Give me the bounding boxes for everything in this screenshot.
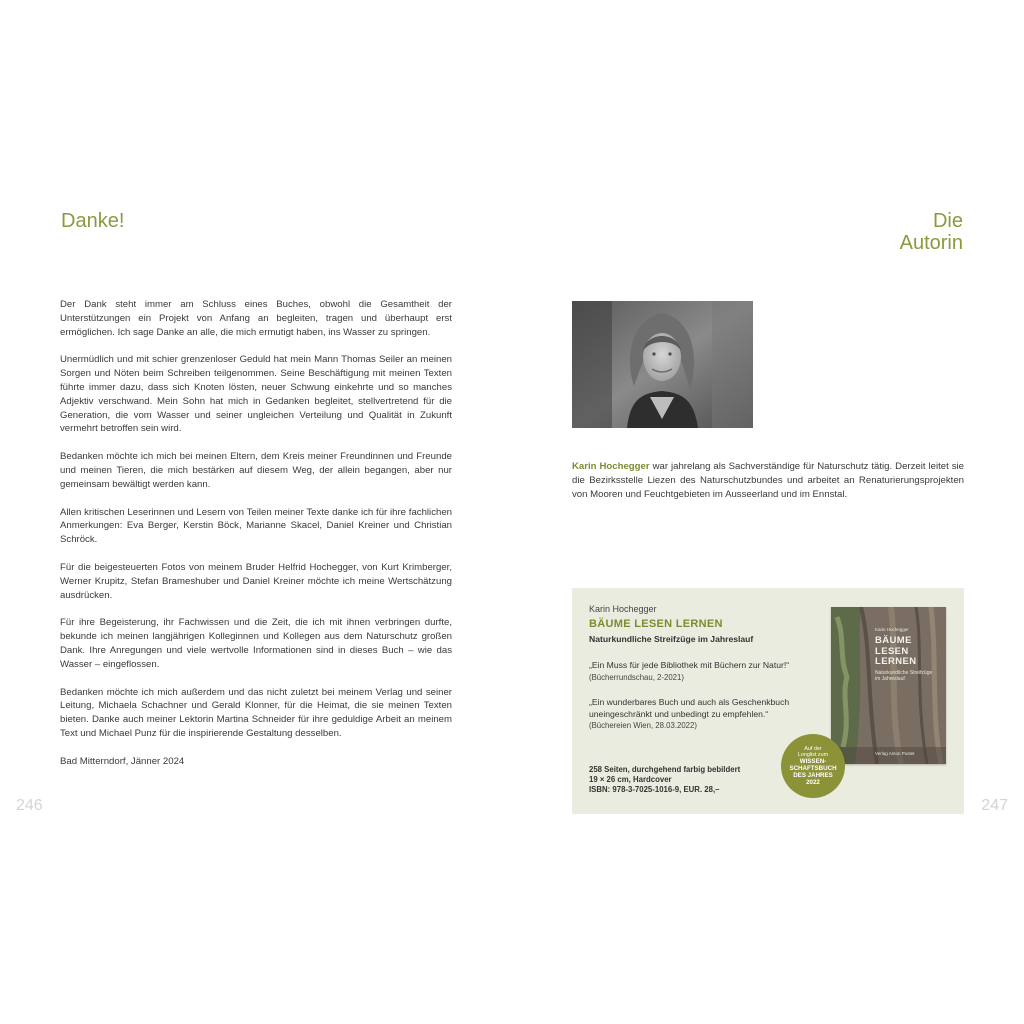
author-bio — [572, 460, 964, 502]
promo-author: Karin Hochegger — [589, 604, 657, 614]
spec-line: ISBN: 978-3-7025-1016-9, EUR. 28,– — [589, 785, 720, 794]
quote-source: (Bücherrundschau, 2-2021) — [589, 672, 684, 682]
review-quote — [589, 660, 819, 683]
badge-line: Auf der — [804, 745, 822, 752]
paragraph: Unermüdlich und mit schier grenzenloser Geduld hat mein Mann Thomas Seiler an meinen Sorgen und Nöten beim Schreiben teilgenommen. Seine Beschäftigung mit meinen Texten führte immer dazu, dass sich Knoten lösten, neuer Schwung einkehrte und so manches Adjektiv verschwand. Mein Sohn hat mich in Gedanken begleitet, stellvertretend für die Generation, die vom Wasser und seiner ungleichen Verteilung und Qualität in Zukunft vermehrt betroffen sein wird. — [60, 354, 452, 435]
cover-publisher: Verlag Anton Pustet — [875, 751, 915, 756]
cover-title-line: LESEN — [875, 645, 909, 657]
cover-title — [875, 636, 916, 668]
paragraph: Bedanken möchte ich mich bei meinen Eltern, dem Kreis meiner Freundinnen und Freunde und meinen Tieren, die mich bestärken auf diesem Weg, der allein begangen, aber nur gemeinsam bewältigt werden kann. — [60, 451, 452, 490]
book-specs — [589, 765, 740, 795]
signature-line: Bad Mitterndorf, Jänner 2024 — [60, 755, 185, 767]
spec-line: 19 × 26 cm, Hardcover — [589, 775, 672, 784]
left-page-heading: Danke! — [61, 210, 125, 232]
promo-book-subtitle: Naturkundliche Streifzüge im Jahreslauf — [589, 634, 754, 644]
left-page-number: 246 — [16, 797, 43, 814]
author-bio-text: war jahrelang als Sachverständige für Naturschutz tätig. Derzeit leitet sie die Bezirksstelle Liezen des Naturschutzbundes und arbeitet an Renaturierungsprojekten von Mooren und Feuchtgebieten im Ausseerland und im Ennstal. — [572, 460, 964, 500]
badge-line: WISSEN- — [799, 758, 827, 766]
acknowledgements-text — [60, 298, 452, 783]
badge-line: Longlist zum — [797, 752, 829, 758]
paragraph: Für ihre Begeisterung, ihr Fachwissen und die Zeit, die ich mit ihnen verbringen durfte, bekunde ich meinen langjährigen Kolleginnen und Kollegen aus dem Naturschutz großen Dank. Ihre Anregungen und viele wertvolle Informationen sind in dieses Buch – wie das Wasser – eingeflossen. — [60, 617, 452, 670]
quote-text: „Ein Muss für jede Bibliothek mit Büchern zur Natur!“ — [589, 660, 790, 670]
cover-title-line: LERNEN — [875, 656, 917, 667]
longlist-award-badge — [781, 734, 845, 798]
book-promo-box — [572, 588, 964, 814]
review-quote — [589, 697, 819, 732]
badge-line: DES JAHRES — [793, 772, 833, 780]
right-page-heading — [900, 210, 963, 254]
book-cover-image — [831, 607, 946, 764]
paragraph: Bedanken möchte ich mich außerdem und das nicht zuletzt bei meinem Verlag und seiner Leitung, Michaela Schachner und Gerald Klonner, für die Heimat, die sie meinen Texten bieten. Danke auch meiner Lektorin Martina Schneider für ihre geduldige Arbeit an meinem Text und Michael Punz für die inspirierende Gestaltung desselben. — [60, 686, 452, 739]
author-portrait-photo — [572, 301, 753, 428]
cover-author: Karin Hochegger — [875, 627, 909, 632]
paragraph: Allen kritischen Leserinnen und Lesern von Teilen meiner Texte danke ich für ihre fachlichen Anmerkungen: Eva Berger, Kerstin Böck, Marianne Skacel, Daniel Kreiner und Christian Schröck. — [60, 506, 452, 546]
cover-title-line: BÄUME — [875, 635, 912, 646]
promo-book-title: BÄUME LESEN LERNEN — [589, 618, 723, 630]
quote-source: (Büchereien Wien, 28.03.2022) — [589, 721, 697, 730]
paragraph: Der Dank steht immer am Schluss eines Buches, obwohl die Gesamtheit der Unterstützungen ein Projekt von Anfang an begleiten, tragen und überhaupt erst ermöglichen. Ich sage Danke an alle, die mich ermutigt haben, ins Wasser zu springen. — [60, 299, 452, 338]
quote-text: „Ein wunderbares Buch und auch als Geschenkbuch uneingeschränkt und unbedingt zu empfehlen.“ — [589, 697, 790, 719]
paragraph: Für die beigesteuerten Fotos von meinem Bruder Helfrid Hochegger, von Kurt Krimberger, Werner Krupitz, Stefan Brameshuber und Daniel Kreiner möchte ich meine Wertschätzung ausdrücken. — [60, 561, 452, 601]
author-name: Karin Hochegger — [572, 460, 650, 472]
badge-line: SCHAFTSBUCH — [789, 765, 837, 773]
heading-line: Autorin — [899, 232, 963, 254]
heading-line: Die — [932, 210, 963, 232]
right-page-number: 247 — [981, 797, 1008, 814]
cover-subtitle: Naturkundliche Streifzüge im Jahreslauf — [875, 670, 933, 682]
badge-line: 2022 — [806, 779, 820, 787]
spec-line: 258 Seiten, durchgehend farbig bebildert — [589, 765, 741, 774]
